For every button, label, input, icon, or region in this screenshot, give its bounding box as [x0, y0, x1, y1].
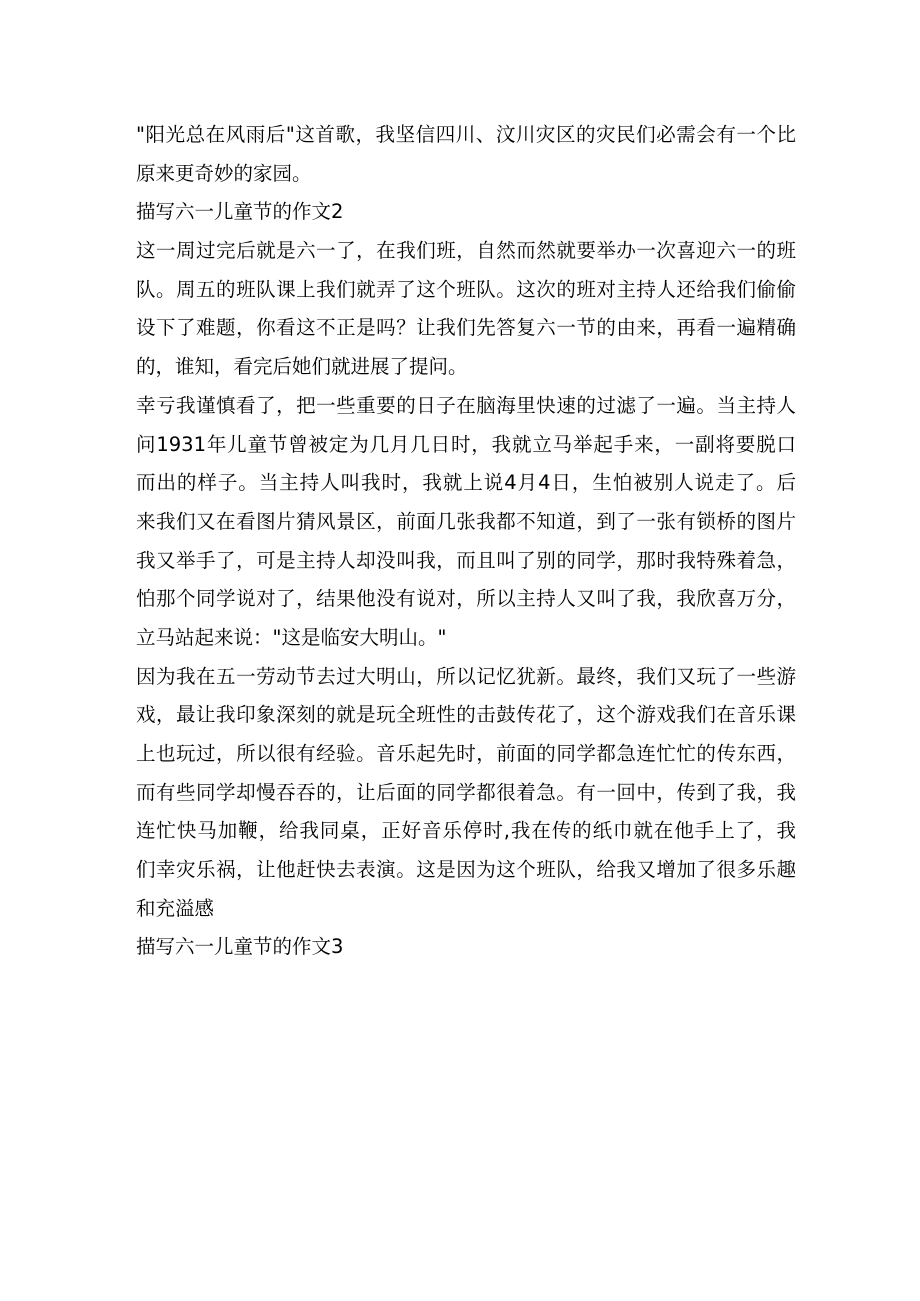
text-line: 因为我在五一劳动节去过大明山，所以记忆犹新。最终，我们又玩了一些游	[136, 664, 796, 688]
text-line: "阳光总在风雨后"这首歌，我坚信四川、汶川灾区的灾民们必需会有一个比	[136, 123, 796, 146]
text-line: 上也玩过，所以很有经验。音乐起先时，前面的同学都急连忙忙的传东西，	[136, 742, 796, 765]
text-line: 立马站起来说："这是临安大明山。"	[136, 625, 447, 649]
section-heading: 描写六一儿童节的作文3	[136, 935, 344, 959]
text-line: 来我们又在看图片猜风景区，前面几张我都不知道，到了一张有锁桥的图片	[136, 509, 796, 533]
text-line: 连忙快马加鞭，给我同桌，正好音乐停时,我在传的纸巾就在他手上了，我	[136, 819, 796, 843]
document-body	[136, 116, 796, 967]
text-line: 我又举手了，可是主持人却没叫我，而且叫了别的同学，那时我特殊着急，	[136, 548, 796, 572]
intro-paragraph	[136, 116, 796, 193]
text-line: 原来更奇妙的家园。	[136, 161, 312, 185]
text-line: 这一周过完后就是六一了，在我们班，自然而然就要举办一次喜迎六一的班	[136, 239, 796, 263]
paragraph-2	[136, 387, 796, 658]
section-heading: 描写六一儿童节的作文2	[136, 200, 344, 224]
text-line: 队。周五的班队课上我们就弄了这个班队。这次的班对主持人还给我们偷偷	[136, 277, 796, 301]
text-line: 戏，最让我印象深刻的就是玩全班性的击鼓传花了，这个游戏我们在音乐课	[136, 703, 796, 727]
text-line: 的，谁知，看完后她们就进展了提问。	[136, 355, 468, 379]
text-line: 幸亏我谨慎看了，把一些重要的日子在脑海里快速的过滤了一遍。当主持人	[136, 393, 796, 417]
text-line: 问1931年儿童节曾被定为几月几日时，我就立马举起手来，一副将要脱口	[136, 432, 796, 456]
text-line: 设下了难题，你看这不正是吗？让我们先答复六一节的由来，再看一遍精确	[136, 316, 796, 340]
text-line: 和充溢感	[136, 896, 215, 920]
paragraph-1	[136, 232, 796, 387]
paragraph-3	[136, 658, 796, 929]
text-line: 怕那个同学说对了，结果他没有说对，所以主持人又叫了我，我欣喜万分，	[136, 587, 796, 611]
text-line: 而有些同学却慢吞吞的，让后面的同学都很着急。有一回中，传到了我，我	[136, 780, 796, 804]
text-line: 们幸灾乐祸，让他赶快去表演。这是因为这个班队，给我又增加了很多乐趣	[136, 858, 796, 882]
text-line: 而出的样子。当主持人叫我时，我就上说4月4日，生怕被别人说走了。后	[136, 471, 796, 495]
